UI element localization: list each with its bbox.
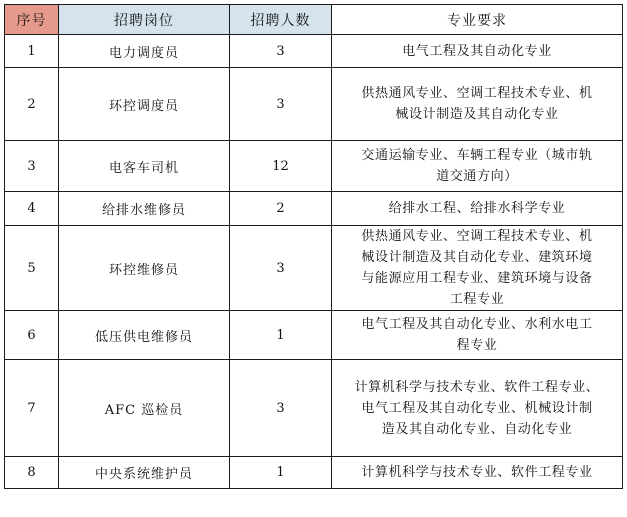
row-position: 电客车司机 [59,141,230,192]
row-seq: 3 [5,141,59,192]
requirement-line: 与能源应用工程专业、建筑环境与设备 [361,271,593,286]
table-row [5,192,623,226]
requirement-line: 道交通方向） [436,169,518,184]
row-requirement [332,360,623,457]
requirement-line: 电气工程及其自动化专业、机械设计制 [361,400,593,416]
row-count: 3 [230,360,332,457]
table-row [5,68,623,141]
requirement-line: 械设计制造及其自动化专业、建筑环境 [361,250,593,265]
row-requirement [332,192,623,226]
recruitment-table [4,4,623,489]
table-row [5,35,623,68]
header-position: 招聘岗位 [59,5,230,35]
row-seq: 1 [5,35,59,68]
row-requirement [332,226,623,311]
row-seq: 4 [5,192,59,226]
row-seq: 8 [5,457,59,489]
requirement-line: 给排水工程、给排水科学专业 [388,201,566,216]
row-position: 环控维修员 [59,226,230,311]
row-count: 3 [230,68,332,141]
row-position: 中央系统维护员 [59,457,230,489]
row-requirement [332,35,623,68]
requirement-line: 工程专业 [449,292,505,307]
table-row [5,226,623,311]
table-row [5,360,623,457]
table-body [5,35,623,489]
row-count: 3 [230,226,332,311]
table-row [5,311,623,360]
header-row [5,5,623,35]
row-seq: 5 [5,226,59,311]
requirement-line: 电气工程及其自动化专业、水利水电工 [361,317,593,332]
header-count: 招聘人数 [230,5,332,35]
table-header [5,5,623,35]
requirement-line: 供热通风专业、空调工程技术专业、机 [361,86,593,101]
requirement-line: 造及其自动化专业、自动化专业 [381,421,573,437]
table-row [5,141,623,192]
row-count: 1 [230,457,332,489]
row-requirement [332,457,623,489]
row-count: 3 [230,35,332,68]
row-seq: 2 [5,68,59,141]
requirement-line: 供热通风专业、空调工程技术专业、机 [361,229,593,244]
requirement-line: 计算机科学与技术专业、软件工程专业、 [354,379,600,395]
table-row [5,457,623,489]
requirement-line: 程专业 [456,338,498,353]
row-count: 1 [230,311,332,360]
row-position: 低压供电维修员 [59,311,230,360]
row-position: AFC 巡检员 [59,360,230,457]
requirement-line: 计算机科学与技术专业、软件工程专业 [361,465,593,480]
row-requirement [332,68,623,141]
header-requirement: 专业要求 [332,5,623,35]
row-position: 环控调度员 [59,68,230,141]
row-requirement [332,311,623,360]
row-count: 12 [230,141,332,192]
row-requirement [332,141,623,192]
requirement-line: 械设计制造及其自动化专业 [395,107,559,122]
requirement-line: 电气工程及其自动化专业 [402,43,552,59]
row-position: 电力调度员 [59,35,230,68]
row-seq: 6 [5,311,59,360]
row-count: 2 [230,192,332,226]
header-seq: 序号 [5,5,59,35]
row-position: 给排水维修员 [59,192,230,226]
requirement-line: 交通运输专业、车辆工程专业（城市轨 [361,148,593,163]
row-seq: 7 [5,360,59,457]
